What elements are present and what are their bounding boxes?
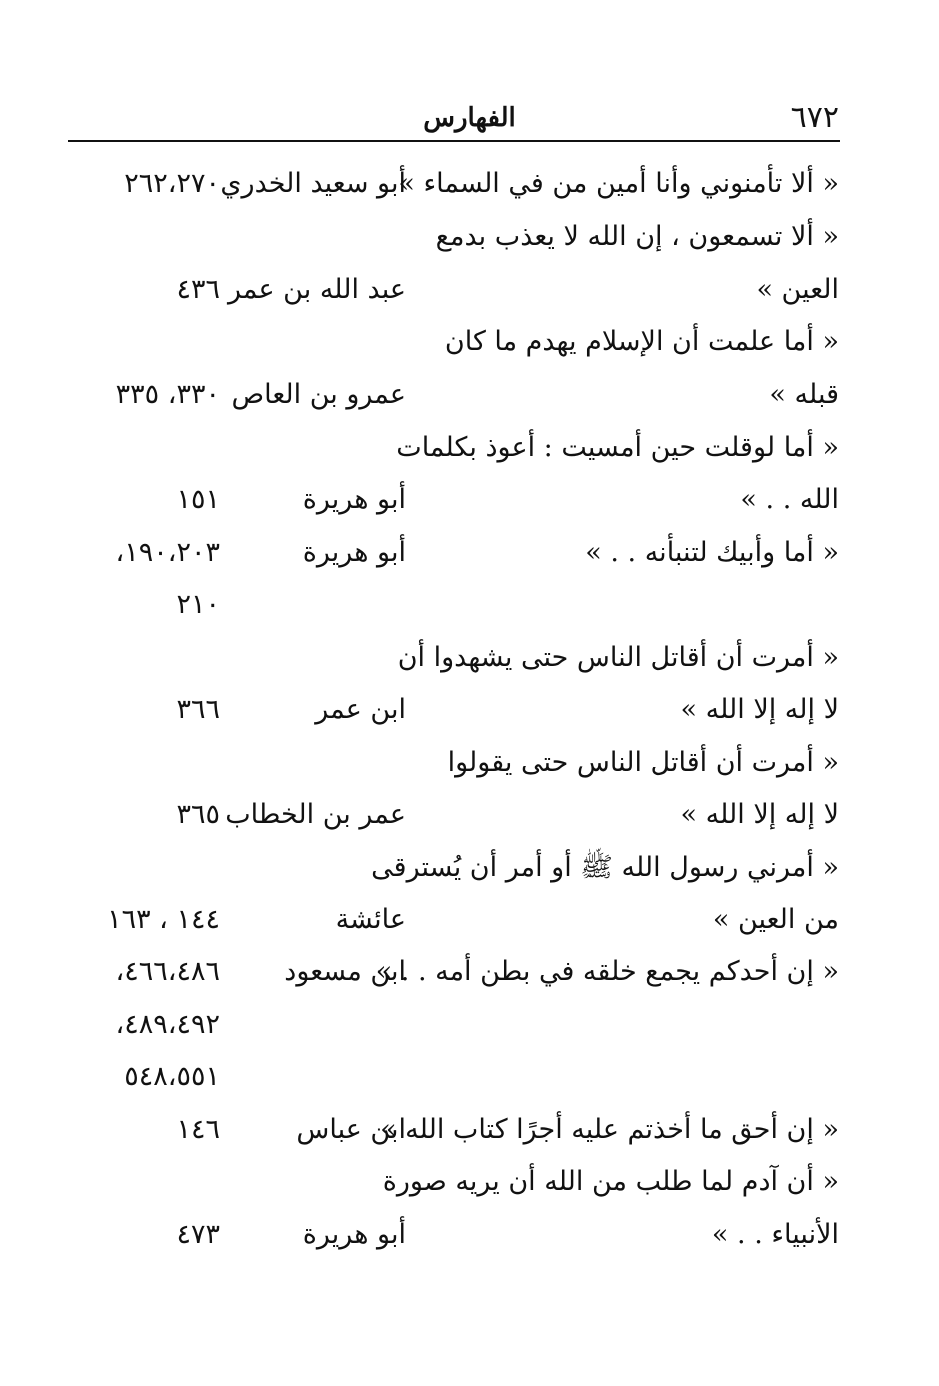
hadith-text: قبله » [769, 379, 839, 410]
narrator [206, 422, 406, 474]
page-refs [80, 842, 220, 894]
narrator [206, 316, 406, 368]
narrator: عمرو بن العاص [231, 379, 406, 410]
narrator: ابن مسعود [284, 956, 406, 987]
narrator [206, 1156, 406, 1208]
narrator: عمر بن الخطاب [225, 799, 406, 830]
page-refs: ١٤٦ [176, 1114, 220, 1145]
narrator: عبد الله بن عمر [227, 274, 406, 305]
hadith-text: « ألا تسمعون ، إن الله لا يعذب بدمع [435, 221, 839, 252]
narrator: ابن عباس [296, 1114, 406, 1145]
page-refs: ١٩٠،٢٠٣، [115, 537, 220, 568]
page-refs: ١٤٤ ، ١٦٣ [107, 904, 220, 935]
narrator: أبو هريرة [302, 537, 406, 568]
hadith-text: « إن أحق ما أخذتم عليه أجرًا كتاب الله » [380, 1114, 839, 1145]
page-refs: ٣٣٠، ٣٣٥ [115, 379, 220, 410]
page-refs [80, 737, 220, 789]
narrator: أبو هريرة [302, 1219, 406, 1250]
page-refs: ٢١٠ [176, 589, 220, 620]
hadith-text: من العين » [712, 904, 839, 935]
page-refs: ٢٦٢،٢٧٠ [124, 168, 220, 199]
hadith-text: « أمرت أن أقاتل الناس حتى يشهدوا أن [397, 642, 839, 673]
narrator: أبو هريرة [302, 484, 406, 515]
narrator [206, 842, 406, 894]
narrator [206, 737, 406, 789]
page-refs [80, 211, 220, 263]
page-refs: ٤٦٦،٤٨٦، [115, 956, 220, 987]
page-refs: ٤٣٦ [176, 274, 220, 305]
hadith-text: لا إله إلا الله » [680, 799, 839, 830]
hadith-text [409, 999, 839, 1051]
hadith-text: « أمرني رسول الله ﷺ أو أمر أن يُسترقى [371, 852, 839, 883]
page-number: ٦٧٢ [790, 100, 839, 135]
hadith-text: العين » [756, 274, 839, 305]
narrator [206, 1051, 406, 1103]
page-refs: ٣٦٥ [176, 799, 220, 830]
page-title: الفهارس [423, 103, 516, 133]
hadith-text [409, 579, 839, 631]
hadith-text: « أمرت أن أقاتل الناس حتى يقولوا [447, 747, 839, 778]
narrator: ابن عمر [315, 694, 406, 725]
page-refs [80, 632, 220, 684]
page-refs: ١٥١ [176, 484, 220, 515]
hadith-text: الله . . » [740, 484, 839, 515]
page-refs: ٥٤٨،٥٥١ [124, 1061, 220, 1092]
hadith-text: « أن آدم لما طلب من الله أن يريه صورة [382, 1166, 839, 1197]
page-refs: ٤٧٣ [176, 1219, 220, 1250]
hadith-text: « إن أحدكم يجمع خلقه في بطن أمه . . » [375, 956, 839, 987]
hadith-text [409, 1051, 839, 1103]
narrator [206, 999, 406, 1051]
page-refs [80, 316, 220, 368]
hadith-text: الأنبياء . . » [711, 1219, 839, 1250]
narrator [206, 211, 406, 263]
narrator: عائشة [335, 904, 406, 935]
page-refs: ٣٦٦ [176, 694, 220, 725]
hadith-text: « أما علمت أن الإسلام يهدم ما كان [444, 326, 839, 357]
hadith-text: لا إله إلا الله » [680, 694, 839, 725]
narrator [206, 579, 406, 631]
hadith-text: « ألا تأمنوني وأنا أمين من في السماء » [398, 168, 839, 199]
narrator [206, 632, 406, 684]
page-refs: ٤٨٩،٤٩٢، [115, 1009, 220, 1040]
narrator: أبو سعيد الخدري [220, 168, 406, 199]
page-refs [80, 422, 220, 474]
hadith-text: « أما لوقلت حين أمسيت : أعوذ بكلمات [396, 432, 839, 463]
header-divider [68, 140, 840, 142]
page-refs [80, 1156, 220, 1208]
hadith-text: « أما وأبيك لتنبأنه . . » [585, 537, 839, 568]
